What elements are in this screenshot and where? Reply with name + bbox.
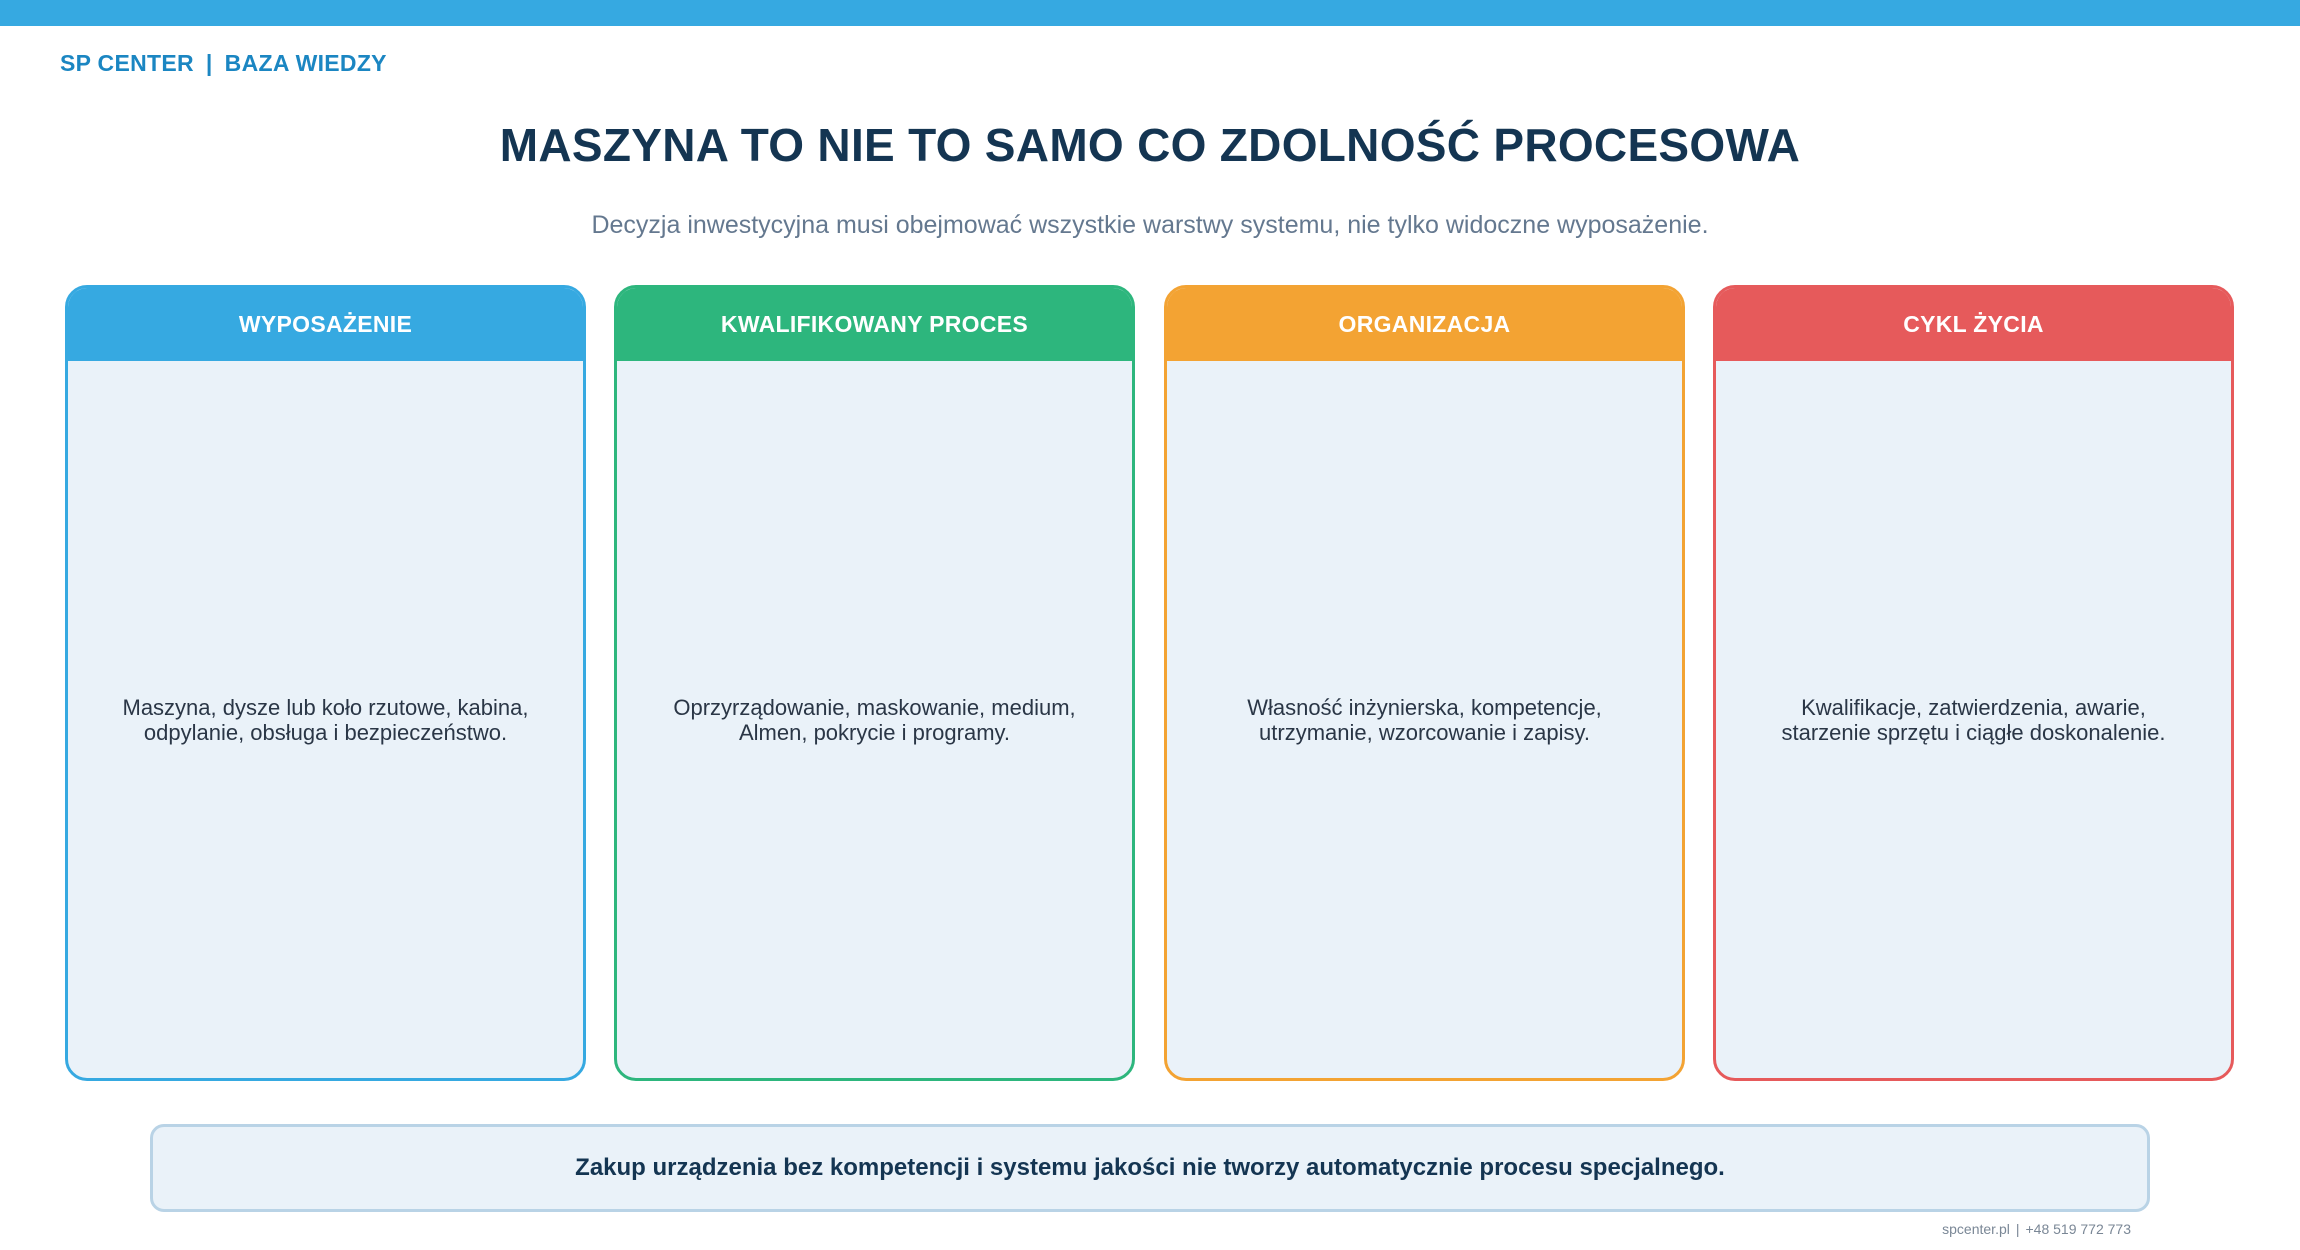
card-title: CYKL ŻYCIA: [1903, 311, 2044, 337]
card-organization: [1164, 285, 1685, 1081]
card-title: ORGANIZACJA: [1338, 311, 1511, 337]
card-header: [1167, 288, 1682, 361]
brand-separator: |: [205, 50, 213, 76]
page-title: MASZYNA TO NIE TO SAMO CO ZDOLNOŚĆ PROCESOWA: [499, 119, 1801, 171]
card-text: Własność inżynierska, kompetencje, utrzymanie, wzorcowanie i zapisy.: [1247, 694, 1602, 745]
card-title: WYPOSAŻENIE: [238, 311, 413, 337]
card-header: [617, 288, 1132, 361]
card-text: Kwalifikacje, zatwierdzenia, awarie, starzenie sprzętu i ciągłe doskonalenie.: [1781, 694, 2166, 745]
card-text: Maszyna, dysze lub koło rzutowe, kabina, odpylanie, obsługa i bezpieczeństwo.: [122, 694, 529, 745]
card-header: [1716, 288, 2231, 361]
card-body: [68, 361, 583, 1078]
card-header: [68, 288, 583, 361]
footer-separator: |: [2015, 1221, 2020, 1237]
card-text: Oprzyrządowanie, maskowanie, medium, Almen, pokrycie i programy.: [673, 694, 1076, 745]
page-subtitle: Decyzja inwestycyjna musi obejmować wszystkie warstwy systemu, nie tylko widoczne wyposażenie.: [591, 211, 1709, 239]
card-qualified-process: [614, 285, 1135, 1081]
top-accent-bar: [0, 0, 2300, 26]
card-body: [617, 361, 1132, 1078]
summary-text: Zakup urządzenia bez kompetencji i systemu jakości nie tworzy automatycznie procesu specjalnego.: [575, 1154, 1725, 1181]
card-body: [1716, 361, 2231, 1078]
brand-header: [60, 50, 387, 77]
card-title: KWALIFIKOWANY PROCES: [720, 311, 1029, 337]
card-lifecycle: [1713, 285, 2234, 1081]
footer-contact: [1942, 1221, 2131, 1237]
footer-website: spcenter.pl: [1942, 1221, 2010, 1237]
card-equipment: [65, 285, 586, 1081]
brand-name: SP CENTER: [60, 50, 194, 76]
footer-phone: +48 519 772 773: [2025, 1221, 2131, 1237]
card-body: [1167, 361, 1682, 1078]
summary-banner: [150, 1124, 2150, 1212]
brand-section: BAZA WIEDZY: [224, 50, 387, 76]
